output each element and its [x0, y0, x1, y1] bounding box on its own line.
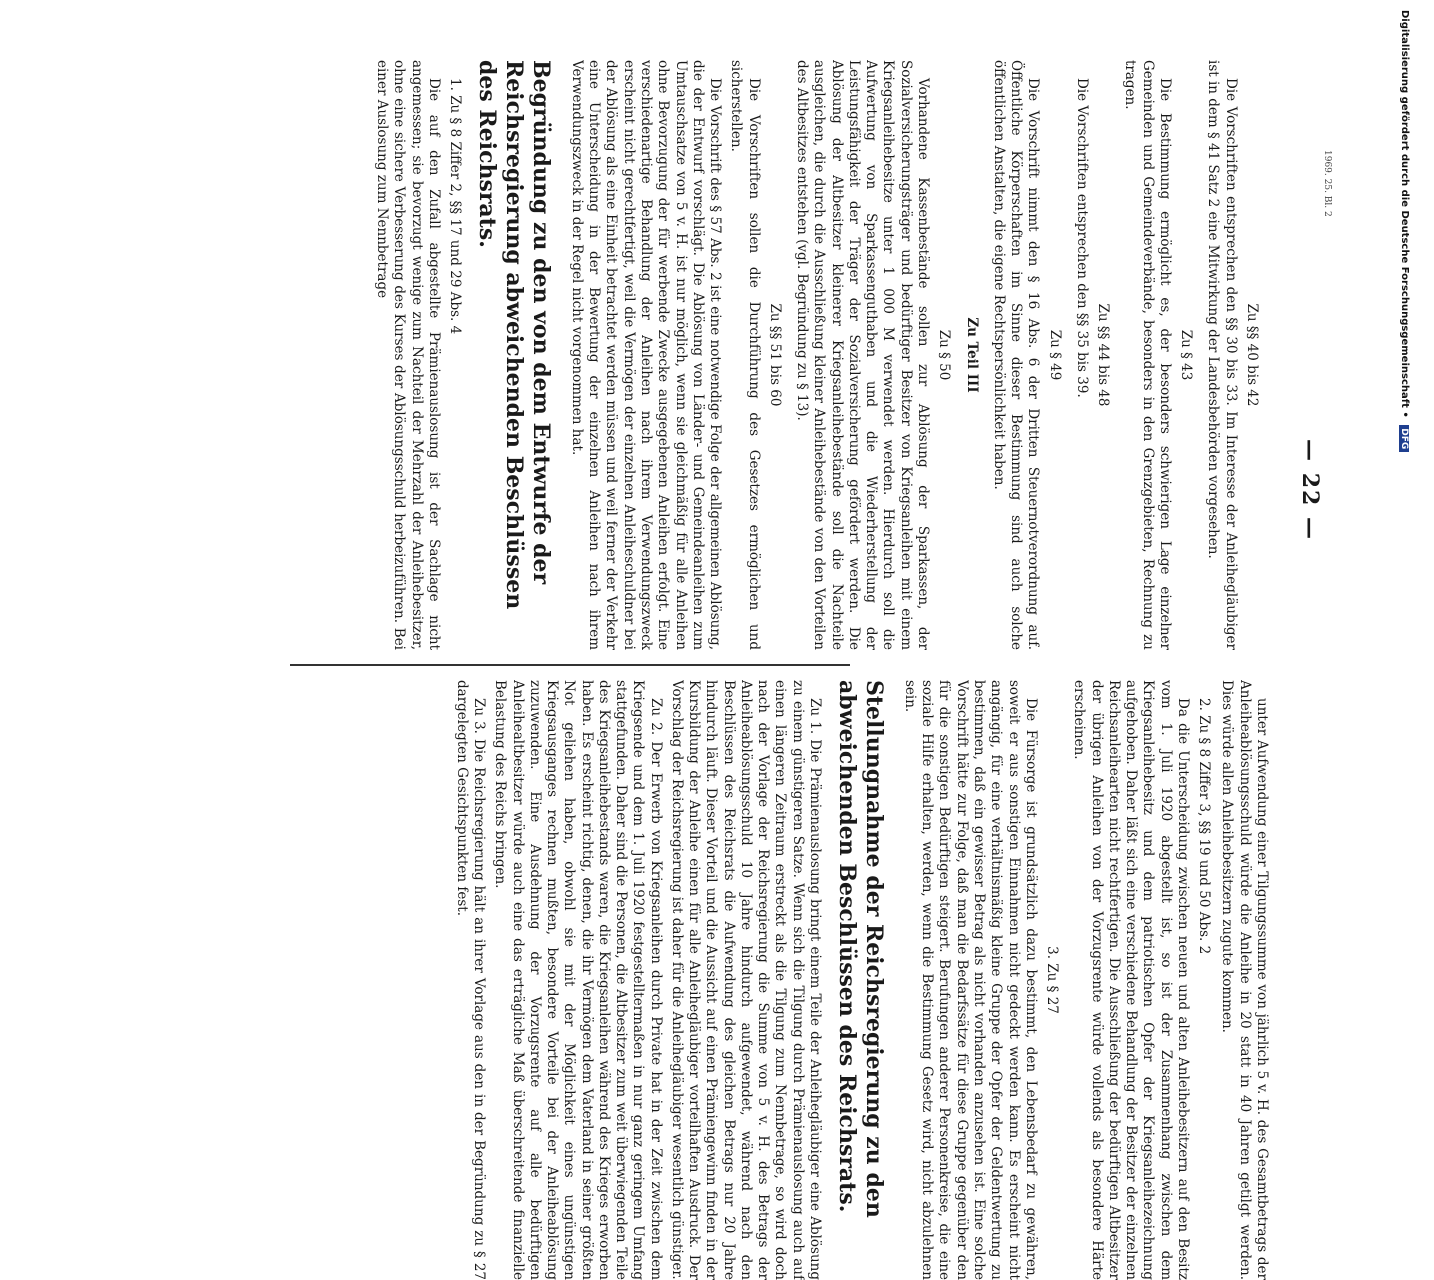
paragraph: Die Vorschrift des § 57 Abs. 2 ist eine notwendige Folge der allgemeinen Ablösung, die der Entwurf vorschlägt. Die Ablösung von Länder- und Gemeindeanleihen zum Umtauschsatze von 5 v. H. ist nur möglich, wenn sie gleichmäßig für alle Anleihen ohne Bevorzugung der für werbende Zwecke ausgegebenen Anleihen erfolgt. Eine verschiedenartige Behandlung der Anleihen nach ihrem Verwendungszweck erscheint nicht gerechtfertigt, weil die Vermögen der einzelnen Anleiheschuldner bei der Ablösung als eine Einheit betrachtet werden müssen und weil ferner der Verkehr eine Unterscheidung in der Bewertung der einzelnen Anleihen nach ihrem Verwendungszweck in der Regel nicht vorgenommen hat.	[568, 60, 724, 650]
paragraph: Die Bestimmung ermöglicht es, der besonders schwierigen Lage einzelner Gemeinden und Gemeindeverbände, besonders in den Grenzgebieten, Rechnung zu tragen.	[1122, 60, 1173, 650]
digitization-note-text: Digitalisierung gefördert durch die Deutsche Forschungsgemeinschaft •	[1399, 10, 1410, 418]
section-title: Zu § 49	[1046, 329, 1063, 381]
paragraph: unter Aufwendung einer Tilgungssumme von jährlich 5 v. H. des Gesamtbetrags der Anleiheablösungsschuld würde die Anleihe in 20 statt in 40 Jahren getilgt werden. Dies würde allen Anleihebesitzern zugute kommen.	[1219, 680, 1270, 1280]
paragraph: Die Vorschriften entsprechen den §§ 35 bis 39.	[1073, 78, 1090, 398]
paragraph: Zu 3. Die Reichsregierung hält an ihrer Vorlage aus den in der Begründung zu § 27 dargelegten Gesichtspunkten fest.	[453, 680, 487, 1280]
section-title: 3. Zu § 27	[1044, 946, 1061, 1014]
paragraph: Zu 2. Der Erwerb von Kriegsanleihen durch Private hat in der Zeit zwischen dem Kriegsende und dem 1. Juli 1920 festgestelltermaßen in nur ganz geringem Umfang stattgefunden. Daher sind die Personen, die Altbesitzer zum weit überwiegenden Teile des Kriegsanleihebestands waren, die Kriegsanleihen während des Krieges erworben haben. Es erscheint richtig, denen, die ihr Vermögen dem Vaterland in seiner größten Not geliehen haben, obwohl sie mit der Möglichkeit eines ungünstigen Kriegsausganges rechnen mußten, besondere Vorteile bei der Anleiheablösung zuzuwenden. Eine Ausdehnung der Vorzugsrente auf alle bedürftigen Anleihealtbesitzer würde auch eine das erträgliche Maß überschreitende finanzielle Belastung des Reichs bringen.	[492, 680, 664, 1280]
page-number: — 22 —	[1297, 439, 1324, 541]
subsection-title: 2. Zu § 8 Ziffer 3, §§ 19 und 50 Abs. 2	[1196, 698, 1213, 955]
dfg-logo: DFG	[1399, 425, 1409, 452]
document-page	[90, 60, 1330, 1280]
section-heading: Stellungnahme der Reichsregierung zu den abweichenden Beschlüssen des Reichsrats.	[833, 680, 887, 1218]
left-column	[110, 60, 1270, 650]
column-divider	[290, 664, 850, 666]
right-column	[110, 680, 1270, 1280]
section-heading: Begründung zu den von dem Entwurfe der Reichsregierung abweichenden Beschlüssen des Reichsrats.	[474, 60, 554, 610]
digitization-note	[1399, 10, 1410, 990]
paragraph: Die auf den Zufall abgestellte Prämienauslosung ist der Sachlage nicht angemessen; sie bevorzugt wenige zum Nachteil der Mehrzahl der Anleihebesitzer, ohne eine sichere Verbesserung des Kurses der Ablösungsschuld herbeizuführen. Bei einer Auslosung zum Nennbetrage	[374, 60, 442, 650]
paragraph: Die Vorschriften sollen die Durchführung des Gesetzes ermöglichen und sicherstellen.	[728, 60, 762, 650]
paragraph: Die Vorschriften entsprechen den §§ 30 bis 33. Im Interesse der Anleihegläubiger ist in dem § 41 Satz 2 eine Mitwirkung der Landesbehörden vorgesehen.	[1205, 60, 1239, 650]
paragraph: Die Fürsorge ist grundsätzlich dazu bestimmt, den Lebensbedarf zu gewähren, soweit er aus sonstigen Einnahmen nicht gedeckt werden kann. Es erscheint nicht angängig, für eine verhältnismäßig kleine Gruppe der Opfer der Geldentwertung zu bestimmen, daß ein gewisser Betrag als nicht vorhanden anzusehen ist. Eine solche Vorschrift hätte zur Folge, daß man die Bedarfssätze für diese Gruppe gegenüber den für die sonstigen Bedürftigen steigert. Berufungen anderer Personenkreise, die eine soziale Hilfe erhalten, werden, wenn die Bestimmung Gesetz wird, nicht abzulehnen sein.	[901, 680, 1039, 1280]
section-title: Zu Teil III	[963, 317, 980, 393]
subsection-title: 1. Zu § 8 Ziffer 2, §§ 17 und 29 Abs. 4	[447, 78, 464, 335]
section-title: Zu §§ 51 bis 60	[766, 303, 783, 407]
paragraph: Die Vorschrift nimmt den § 16 Abs. 6 der Dritten Steuernotverordnung auf. Öffentliche Körperschaften im Sinne dieser Bestimmung sind auch solche öffentlichen Anstalten, die eigene Rechtspersönlichkeit haben.	[990, 60, 1042, 650]
paragraph: Zu 1. Die Prämienauslosung bringt einem Teile der Anleihegläubiger eine Ablösung zu einem günstigeren Satze. Wenn sich die Tilgung durch Prämienauslosung auch auf einen längeren Zeitraum erstreckt als die Tilgung zum Nennbetrage, so wird doch nach der Vorlage der Reichsregierung die Summe von 5 v. H. des Betrags der Anleiheablösungsschuld 10 Jahre hindurch aufgewendet, während nach den Beschlüssen des Reichsrats die Aufwendung des gleichen Betrags nur 20 Jahre hindurch läuft. Dieser Vorteil und die Aussicht auf einen Prämiengewinn finden in der Kursbildung der Anleihe einen für alle Anleihegläubiger vorteilhaften Ausdruck. Der Vorschlag der Reichsregierung ist daher für die Anleihegläubiger wesentlich günstiger.	[668, 680, 824, 1280]
section-title: Zu §§ 40 bis 42	[1244, 303, 1260, 407]
section-title: Zu §§ 44 bis 48	[1095, 303, 1112, 407]
section-title: Zu § 50	[936, 329, 953, 381]
footer-mark: 1969. 25. Bl. 2	[1322, 150, 1332, 217]
paragraph: Vorhandene Kassenbestände sollen zur Ablösung der Sparkassen, der Sozialversicherungsträger und bedürftiger Besitzer von Kriegsanleihen mit einem Kriegsanleihebesitze unter 1 000 M verwendet werden. Hierdurch soll die Aufwertung von Sparkassenguthaben und die Wiederherstellung der Leistungsfähigkeit der Träger der Sozialversicherung gefördert werden. Die Ablösung der Altbesitzer kleinerer Kriegsanleihebestände soll die Nachteile ausgleichen, die durch die Ausschließung kleiner Anleihebestände von den Vorteilen des Altbesitzes entstehen (vgl. Begründung zu § 13).	[794, 60, 932, 650]
paragraph: Da die Unterscheidung zwischen neuen und alten Anleihebesitzern auf den Besitz vom 1. Juli 1920 abgestellt ist, so ist der Zusammenhang zwischen dem Kriegsanleihebesitz und dem patriotischen Opfer der Kriegsanleihezeichnung aufgehoben. Daher läßt sich eine verschiedene Behandlung der Besitzer der einzelnen Reichsanleihearten nicht rechtfertigen. Die Ausschließung der bedürftigen Altbesitzer der übrigen Anleihen von der Vorzugsrente würde vollends als besondere Härte erscheinen.	[1071, 680, 1191, 1280]
section-title: Zu § 43	[1178, 329, 1195, 381]
